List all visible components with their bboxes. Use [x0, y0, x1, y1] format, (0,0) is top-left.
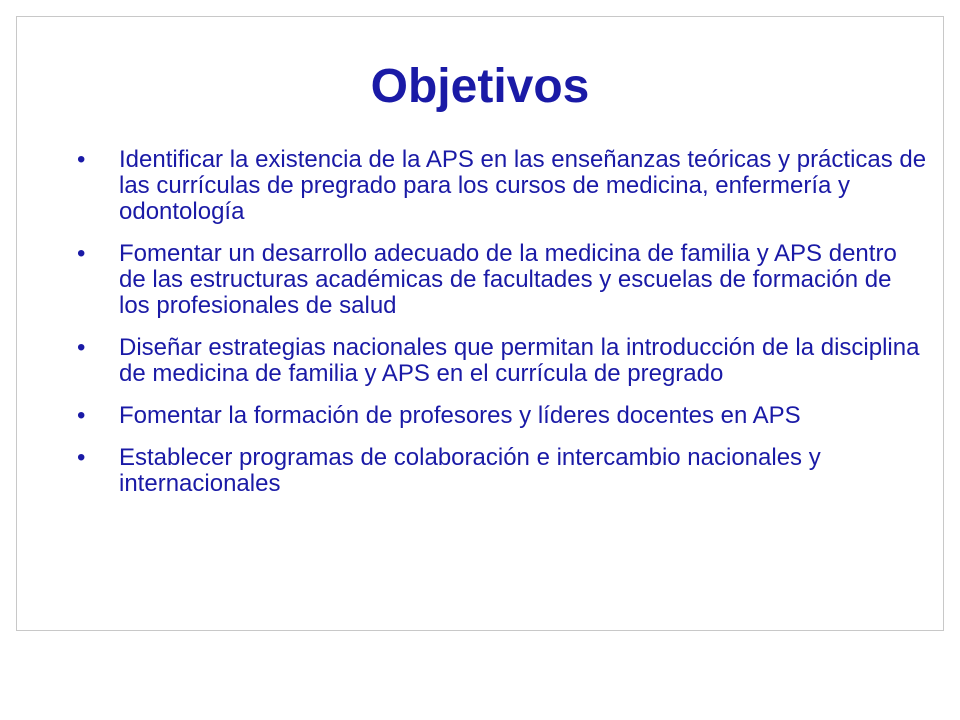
- bullet-text: Diseñar estrategias nacionales que permitan la introducción de la disciplina de medicina de familia y APS en el currícula de pregrado: [119, 334, 920, 387]
- bullet-item: [77, 445, 927, 497]
- bullet-text: Fomentar un desarrollo adecuado de la medicina de familia y APS dentro de las estructuras académicas de facultades y escuelas de formación de los profesionales de salud: [119, 240, 897, 319]
- bullet-text: Establecer programas de colaboración e intercambio nacionales y internacionales: [119, 444, 821, 497]
- bullet-text: Identificar la existencia de la APS en las enseñanzas teóricas y prácticas de las currículas de pregrado para los cursos de medicina, enfermería y odontología: [119, 146, 927, 225]
- bullet-list: [77, 147, 927, 513]
- bullet-item: [77, 147, 927, 225]
- bullet-icon: •: [77, 402, 86, 429]
- bullet-text: Fomentar la formación de profesores y líderes docentes en APS: [119, 402, 801, 429]
- bullet-icon: •: [77, 334, 86, 361]
- bullet-item: [77, 241, 927, 319]
- slide-title: Objetivos: [370, 60, 590, 113]
- bullet-item: [77, 335, 927, 387]
- slide-frame: [16, 16, 944, 631]
- bullet-icon: •: [77, 444, 86, 471]
- bullet-item: [77, 403, 927, 429]
- bullet-icon: •: [77, 240, 86, 267]
- bullet-icon: •: [77, 146, 86, 173]
